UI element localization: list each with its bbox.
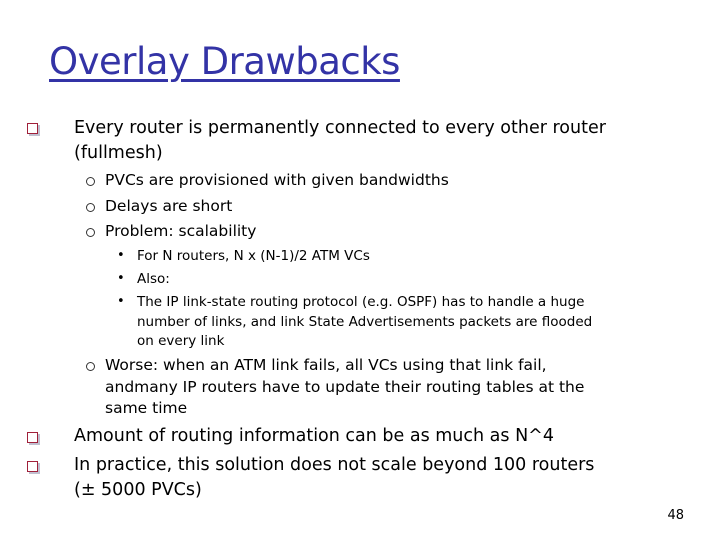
- sub-bullet-text: PVCs are provisioned with given bandwidths: [105, 171, 449, 189]
- bullet-text: In practice, this solution does not scale beyond 100 routers: [74, 455, 595, 475]
- detail-text: number of links, and link State Advertisements packets are flooded: [137, 314, 593, 330]
- detail-text: Also:: [137, 271, 170, 287]
- square-bullet-icon: [27, 432, 38, 443]
- bullet-text: (fullmesh): [74, 143, 163, 163]
- bullet-text: Every router is permanently connected to every other router: [74, 118, 606, 138]
- square-bullet-icon: [27, 123, 38, 134]
- circle-bullet-icon: [86, 362, 95, 371]
- page-number: 48: [667, 508, 684, 523]
- circle-bullet-icon: [86, 203, 95, 212]
- sub-bullet-text: andmany IP routers have to update their routing tables at the: [105, 378, 585, 396]
- dot-bullet-icon: •: [117, 294, 125, 309]
- circle-bullet-icon: [86, 228, 95, 237]
- sub-bullet-text: Delays are short: [105, 197, 233, 215]
- detail-text: The IP link-state routing protocol (e.g. OSPF) has to handle a huge: [137, 294, 585, 310]
- square-bullet-icon: [27, 461, 38, 472]
- circle-bullet-icon: [86, 177, 95, 186]
- bullet-text: (± 5000 PVCs): [74, 480, 202, 500]
- detail-text: For N routers, N x (N-1)/2 ATM VCs: [137, 248, 370, 264]
- sub-bullet-text: Worse: when an ATM link fails, all VCs using that link fail,: [105, 356, 547, 374]
- sub-bullet-text: same time: [105, 399, 188, 417]
- detail-text: on every link: [137, 333, 225, 349]
- dot-bullet-icon: •: [117, 271, 125, 286]
- bullet-text: Amount of routing information can be as much as N^4: [74, 426, 554, 446]
- slide-title: Overlay Drawbacks: [49, 40, 400, 83]
- dot-bullet-icon: •: [117, 248, 125, 263]
- sub-bullet-text: Problem: scalability: [105, 222, 257, 240]
